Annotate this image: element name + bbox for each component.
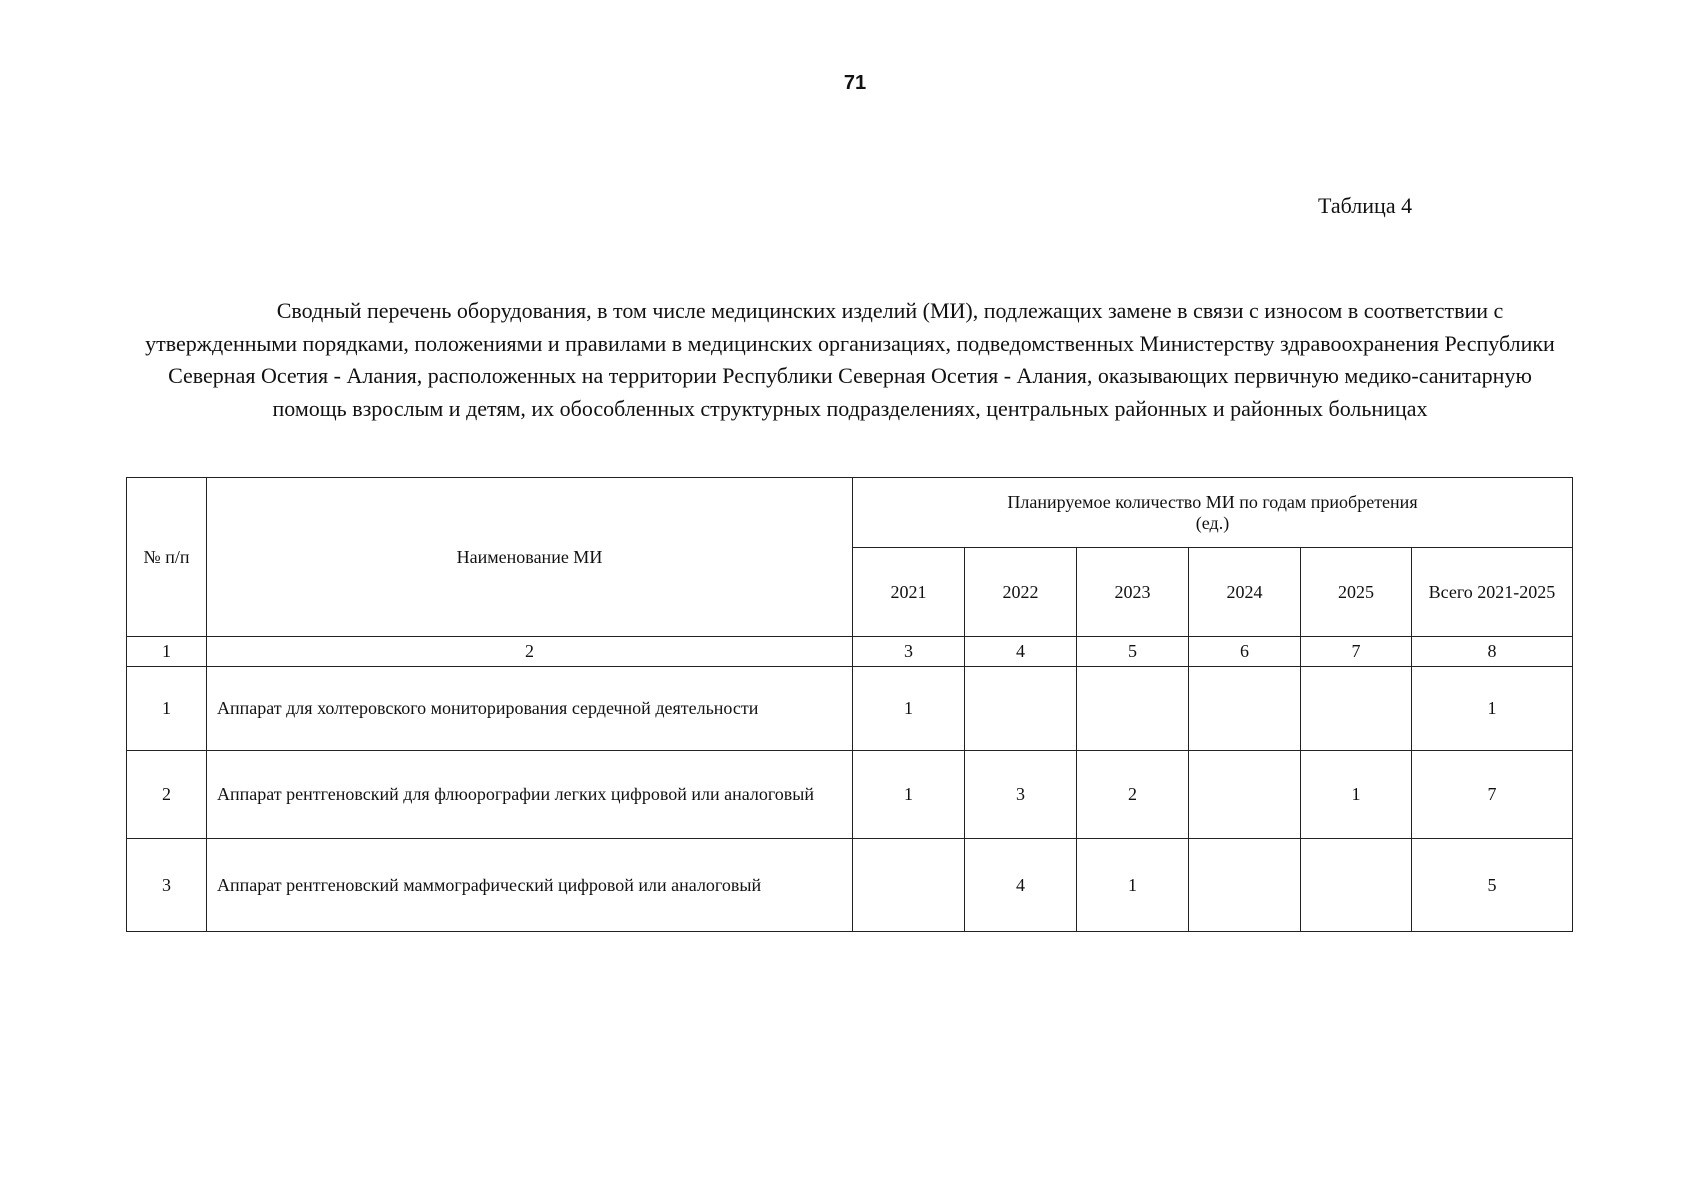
column-number: 1	[127, 637, 207, 667]
header-name: Наименование МИ	[207, 478, 853, 637]
header-planned	[853, 478, 1573, 548]
row-2023: 2	[1077, 751, 1189, 839]
row-2025	[1301, 667, 1412, 751]
row-2023: 1	[1077, 839, 1189, 932]
column-number: 5	[1077, 637, 1189, 667]
row-2024	[1189, 667, 1301, 751]
row-2021: 1	[853, 751, 965, 839]
column-number: 2	[207, 637, 853, 667]
header-year: 2021	[853, 548, 965, 637]
column-number: 7	[1301, 637, 1412, 667]
header-year: 2023	[1077, 548, 1189, 637]
row-name: Аппарат рентгеновский для флюорографии легких цифровой или аналоговый	[207, 751, 853, 839]
row-2022: 4	[965, 839, 1077, 932]
row-2021	[853, 839, 965, 932]
column-numbers-row	[127, 637, 1573, 667]
row-2025: 1	[1301, 751, 1412, 839]
row-name: Аппарат рентгеновский маммографический цифровой или аналоговый	[207, 839, 853, 932]
equipment-table	[126, 477, 1573, 932]
row-num: 3	[127, 839, 207, 932]
row-total: 7	[1412, 751, 1573, 839]
header-row-1	[127, 478, 1573, 548]
row-num: 2	[127, 751, 207, 839]
row-2025	[1301, 839, 1412, 932]
row-num: 1	[127, 667, 207, 751]
column-number: 4	[965, 637, 1077, 667]
row-name: Аппарат для холтеровского мониторирования сердечной деятельности	[207, 667, 853, 751]
row-2022: 3	[965, 751, 1077, 839]
document-title-text: Сводный перечень оборудования, в том числе медицинских изделий (МИ), подлежащих замене в связи с износом в соответствии с утвержденными порядками, положениями и правилами в медицинских организациях, подведомственных Министерству здравоохранения Республики Северная Осетия - Алания, расположенных на территории Республики Северная Осетия - Алания, оказывающих первичную медико-санитарную помощь взрослым и детям, их обособленных структурных подразделениях, центральных районных и районных больницах	[145, 298, 1555, 421]
header-total: Всего 2021-2025	[1412, 548, 1573, 637]
header-year: 2025	[1301, 548, 1412, 637]
row-2021: 1	[853, 667, 965, 751]
table-row	[127, 667, 1573, 751]
table-row	[127, 751, 1573, 839]
header-year: 2022	[965, 548, 1077, 637]
column-number: 3	[853, 637, 965, 667]
row-total: 5	[1412, 839, 1573, 932]
row-total: 1	[1412, 667, 1573, 751]
header-planned-label: Планируемое количество МИ по годам приобретения	[1007, 491, 1418, 512]
column-number: 8	[1412, 637, 1573, 667]
header-year: 2024	[1189, 548, 1301, 637]
row-2022	[965, 667, 1077, 751]
header-num: № п/п	[127, 478, 207, 637]
document-title	[130, 295, 1570, 425]
row-2023	[1077, 667, 1189, 751]
table-label: Таблица 4	[1318, 193, 1413, 218]
column-number: 6	[1189, 637, 1301, 667]
row-2024	[1189, 839, 1301, 932]
row-2024	[1189, 751, 1301, 839]
table-row	[127, 839, 1573, 932]
header-planned-unit: (ед.)	[1195, 512, 1230, 533]
page-number: 71	[843, 72, 867, 94]
